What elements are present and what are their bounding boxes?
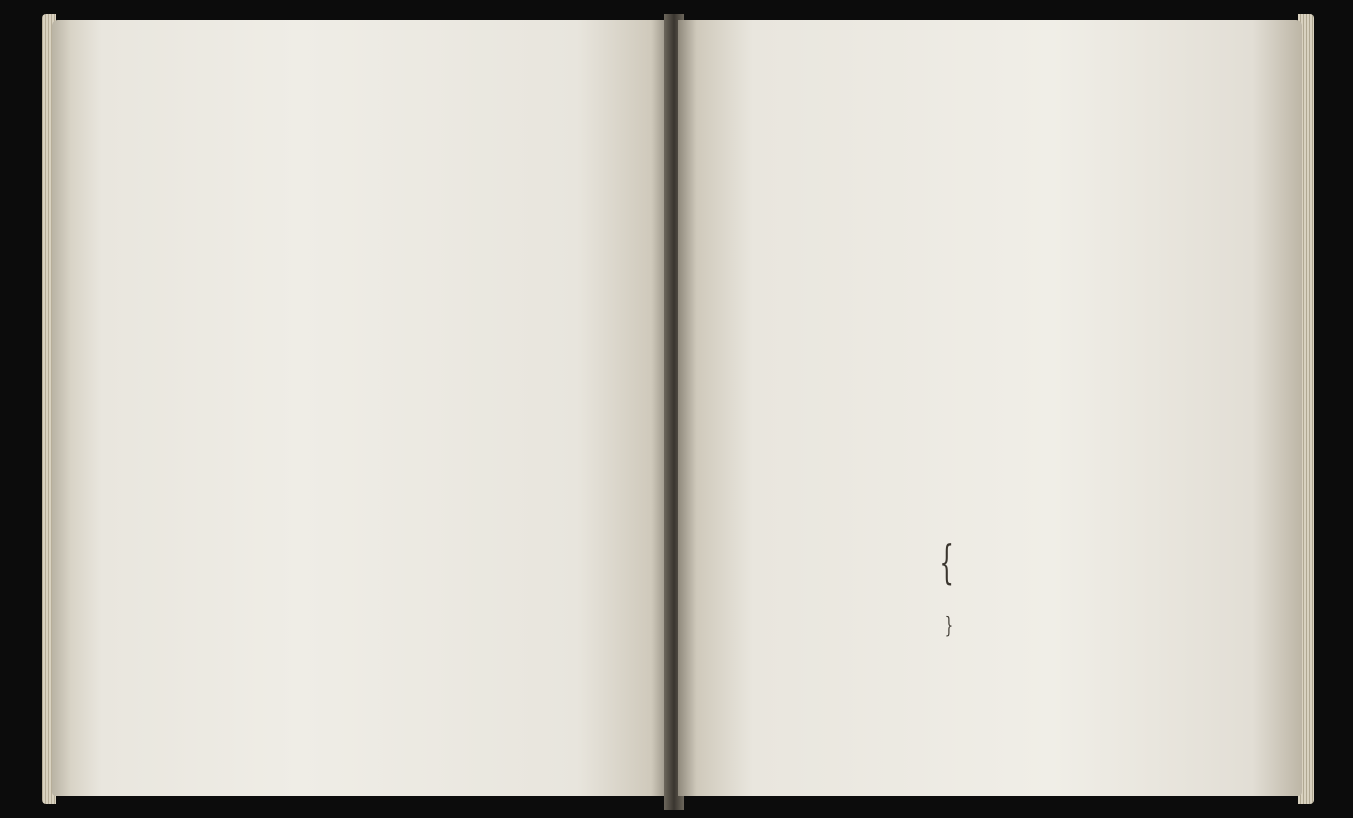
open-book bbox=[52, 14, 1302, 810]
brace-group1: { bbox=[939, 535, 954, 589]
brace-group2: } bbox=[944, 614, 954, 639]
left-page bbox=[52, 20, 670, 796]
right-page bbox=[678, 20, 1302, 796]
